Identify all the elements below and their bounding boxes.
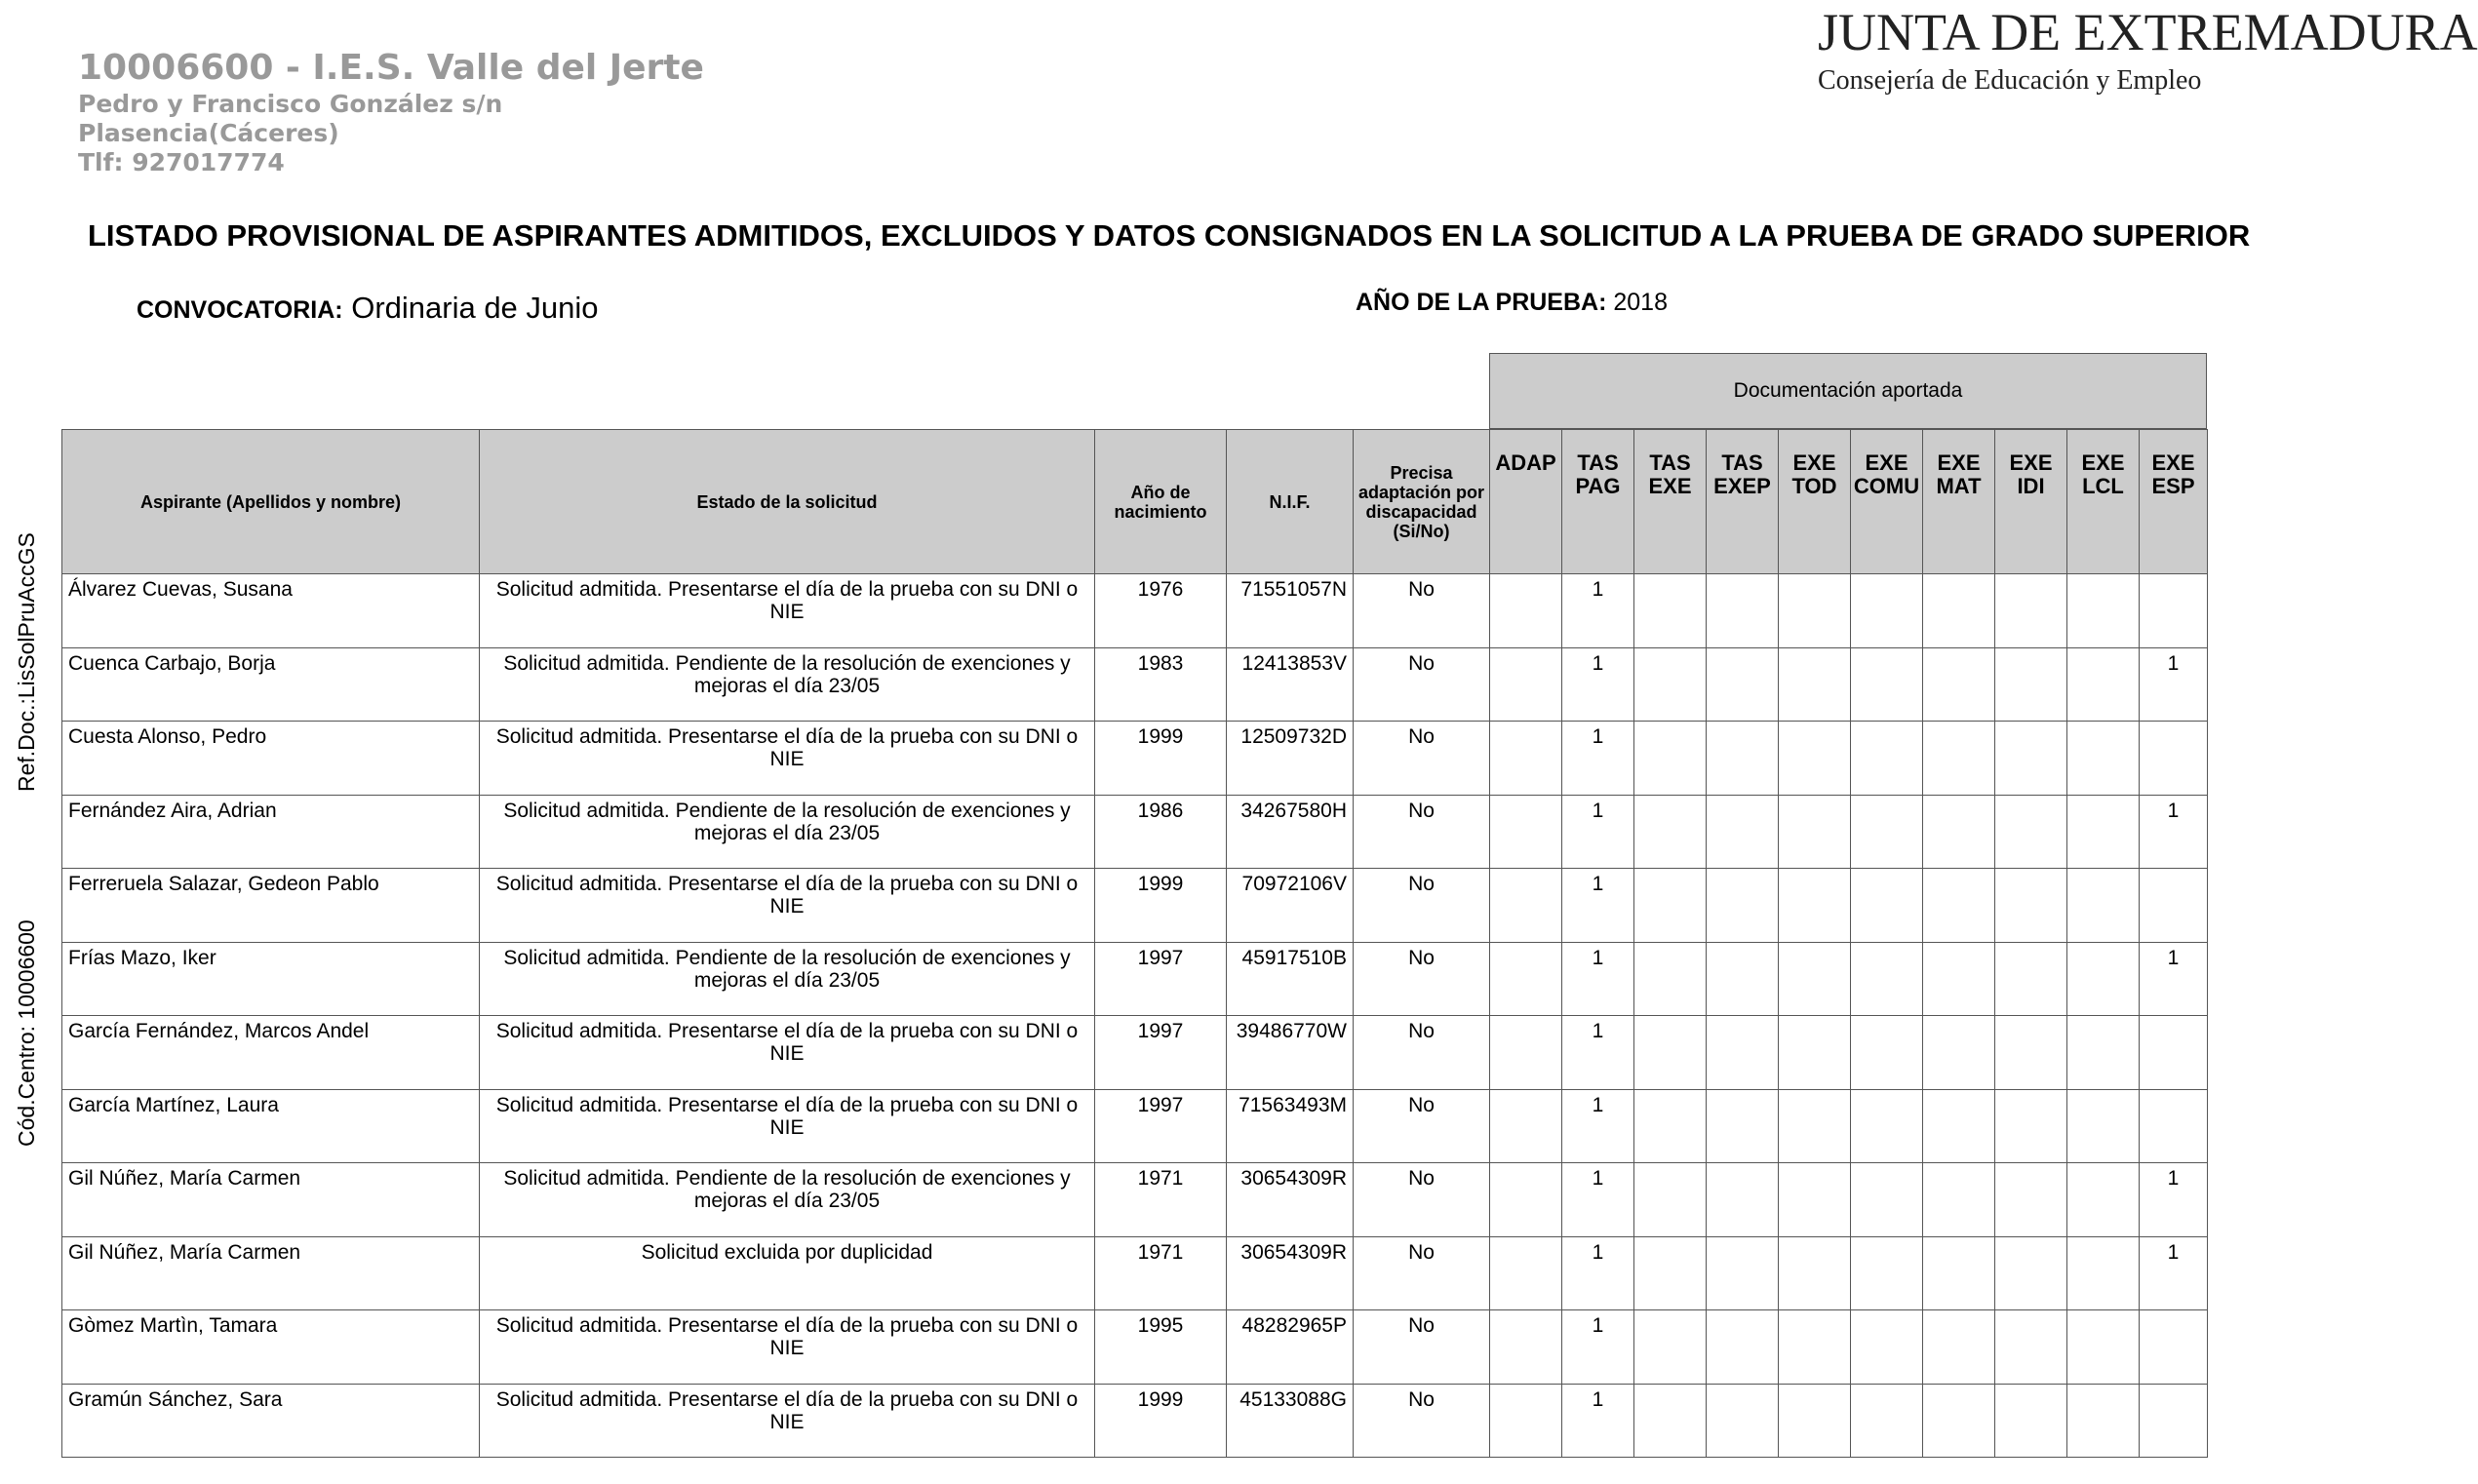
header-exemat: EXE MAT bbox=[1923, 430, 1995, 574]
header-tasexe: TAS EXE bbox=[1634, 430, 1707, 574]
table-row bbox=[62, 574, 2208, 648]
cell-name: García Fernández, Marcos Andel bbox=[62, 1016, 480, 1090]
cell-tasexep bbox=[1707, 795, 1779, 869]
aspirantes-table bbox=[61, 429, 2208, 1458]
header-adap: ADAP bbox=[1490, 430, 1562, 574]
header-precisa: Precisa adaptación por discapacidad (Si/No) bbox=[1354, 430, 1490, 574]
cell-estado: Solicitud admitida. Presentarse el día de la prueba con su DNI o NIE bbox=[480, 869, 1095, 943]
cell-adap bbox=[1490, 869, 1562, 943]
cell-exelcl bbox=[2067, 1236, 2140, 1310]
cell-tasexep bbox=[1707, 942, 1779, 1016]
cell-exeidi bbox=[1995, 1089, 2067, 1163]
cell-precisa: No bbox=[1354, 795, 1490, 869]
cell-estado: Solicitud admitida. Presentarse el día de la prueba con su DNI o NIE bbox=[480, 1310, 1095, 1385]
cell-tasexe bbox=[1634, 1016, 1707, 1090]
cell-exemat bbox=[1923, 1163, 1995, 1237]
cell-adap bbox=[1490, 574, 1562, 648]
header-execomu: EXE COMU bbox=[1851, 430, 1923, 574]
cell-exeesp bbox=[2140, 869, 2208, 943]
center-name: 10006600 - I.E.S. Valle del Jerte bbox=[78, 48, 704, 88]
cell-exeesp bbox=[2140, 574, 2208, 648]
anio-prueba bbox=[1356, 289, 1668, 317]
cell-execomu bbox=[1851, 1236, 1923, 1310]
cell-exeidi bbox=[1995, 795, 2067, 869]
side-ref-text: Ref.Doc.:LisSolPruAccGS bbox=[14, 532, 39, 792]
table-row bbox=[62, 1016, 2208, 1090]
cell-name: Cuenca Carbajo, Borja bbox=[62, 647, 480, 722]
header-aspirante: Aspirante (Apellidos y nombre) bbox=[62, 430, 480, 574]
cell-tasexe bbox=[1634, 1310, 1707, 1385]
cell-name: Cuesta Alonso, Pedro bbox=[62, 722, 480, 796]
cell-tasexe bbox=[1634, 1163, 1707, 1237]
cell-exeesp: 1 bbox=[2140, 942, 2208, 1016]
cell-taspag: 1 bbox=[1562, 722, 1634, 796]
center-info bbox=[78, 47, 704, 177]
cell-adap bbox=[1490, 1384, 1562, 1458]
cell-exeidi bbox=[1995, 574, 2067, 648]
cell-nif: 30654309R bbox=[1227, 1236, 1354, 1310]
cell-exelcl bbox=[2067, 1310, 2140, 1385]
cell-exeidi bbox=[1995, 869, 2067, 943]
cell-anio: 1997 bbox=[1095, 1016, 1227, 1090]
table-row bbox=[62, 1089, 2208, 1163]
cell-taspag: 1 bbox=[1562, 574, 1634, 648]
cell-tasexep bbox=[1707, 1163, 1779, 1237]
cell-precisa: No bbox=[1354, 1089, 1490, 1163]
cell-precisa: No bbox=[1354, 574, 1490, 648]
header-nif: N.I.F. bbox=[1227, 430, 1354, 574]
cell-taspag: 1 bbox=[1562, 942, 1634, 1016]
cell-exelcl bbox=[2067, 1384, 2140, 1458]
cell-execomu bbox=[1851, 1089, 1923, 1163]
cell-exemat bbox=[1923, 1384, 1995, 1458]
cell-exetod bbox=[1779, 1089, 1851, 1163]
cell-taspag: 1 bbox=[1562, 1384, 1634, 1458]
header-estado: Estado de la solicitud bbox=[480, 430, 1095, 574]
cell-exemat bbox=[1923, 722, 1995, 796]
center-city: Plasencia(Cáceres) bbox=[78, 119, 339, 147]
cell-exemat bbox=[1923, 574, 1995, 648]
cell-exemat bbox=[1923, 1016, 1995, 1090]
cell-nif: 30654309R bbox=[1227, 1163, 1354, 1237]
cell-estado: Solicitud admitida. Presentarse el día de la prueba con su DNI o NIE bbox=[480, 1384, 1095, 1458]
cell-adap bbox=[1490, 1310, 1562, 1385]
cell-exetod bbox=[1779, 647, 1851, 722]
cell-estado: Solicitud admitida. Pendiente de la resolución de exenciones y mejoras el día 23/05 bbox=[480, 942, 1095, 1016]
cell-anio: 1995 bbox=[1095, 1310, 1227, 1385]
cell-execomu bbox=[1851, 942, 1923, 1016]
cell-exeesp: 1 bbox=[2140, 795, 2208, 869]
junta-logo bbox=[1818, 3, 2478, 98]
cell-tasexep bbox=[1707, 574, 1779, 648]
cell-exemat bbox=[1923, 1089, 1995, 1163]
cell-tasexe bbox=[1634, 574, 1707, 648]
cell-estado: Solicitud excluida por duplicidad bbox=[480, 1236, 1095, 1310]
cell-tasexep bbox=[1707, 1016, 1779, 1090]
cell-nif: 34267580H bbox=[1227, 795, 1354, 869]
cell-anio: 1997 bbox=[1095, 1089, 1227, 1163]
cell-exemat bbox=[1923, 647, 1995, 722]
convocatoria-label: CONVOCATORIA: bbox=[137, 296, 343, 324]
table-row bbox=[62, 1384, 2208, 1458]
cell-precisa: No bbox=[1354, 1016, 1490, 1090]
cell-nif: 45917510B bbox=[1227, 942, 1354, 1016]
cell-exelcl bbox=[2067, 574, 2140, 648]
cell-tasexe bbox=[1634, 1089, 1707, 1163]
cell-tasexe bbox=[1634, 647, 1707, 722]
cell-taspag: 1 bbox=[1562, 1163, 1634, 1237]
cell-exelcl bbox=[2067, 1016, 2140, 1090]
table-row bbox=[62, 795, 2208, 869]
cell-precisa: No bbox=[1354, 722, 1490, 796]
cell-tasexep bbox=[1707, 869, 1779, 943]
cell-nif: 12413853V bbox=[1227, 647, 1354, 722]
table-body bbox=[62, 574, 2208, 1458]
table-row bbox=[62, 1163, 2208, 1237]
header-tasexep: TAS EXEP bbox=[1707, 430, 1779, 574]
cell-taspag: 1 bbox=[1562, 1310, 1634, 1385]
table-row bbox=[62, 1310, 2208, 1385]
cell-tasexe bbox=[1634, 1236, 1707, 1310]
cell-exelcl bbox=[2067, 647, 2140, 722]
cell-exelcl bbox=[2067, 942, 2140, 1016]
cell-estado: Solicitud admitida. Presentarse el día de la prueba con su DNI o NIE bbox=[480, 1089, 1095, 1163]
cell-taspag: 1 bbox=[1562, 647, 1634, 722]
cell-execomu bbox=[1851, 1310, 1923, 1385]
cell-anio: 1983 bbox=[1095, 647, 1227, 722]
cell-nif: 48282965P bbox=[1227, 1310, 1354, 1385]
cell-exetod bbox=[1779, 1236, 1851, 1310]
header-exetod: EXE TOD bbox=[1779, 430, 1851, 574]
cell-exeesp: 1 bbox=[2140, 1236, 2208, 1310]
cell-exeidi bbox=[1995, 1016, 2067, 1090]
cell-exelcl bbox=[2067, 869, 2140, 943]
cell-adap bbox=[1490, 647, 1562, 722]
cell-exemat bbox=[1923, 869, 1995, 943]
cell-tasexep bbox=[1707, 1310, 1779, 1385]
cell-exeidi bbox=[1995, 1163, 2067, 1237]
table-row bbox=[62, 1236, 2208, 1310]
cell-tasexe bbox=[1634, 795, 1707, 869]
cell-taspag: 1 bbox=[1562, 869, 1634, 943]
cell-estado: Solicitud admitida. Pendiente de la resolución de exenciones y mejoras el día 23/05 bbox=[480, 647, 1095, 722]
cell-exelcl bbox=[2067, 1089, 2140, 1163]
cell-anio: 1997 bbox=[1095, 942, 1227, 1016]
table-header-row bbox=[62, 430, 2208, 574]
cell-exemat bbox=[1923, 1236, 1995, 1310]
cell-exetod bbox=[1779, 1310, 1851, 1385]
cell-execomu bbox=[1851, 1163, 1923, 1237]
header-exeidi: EXE IDI bbox=[1995, 430, 2067, 574]
cell-name: Gil Núñez, María Carmen bbox=[62, 1163, 480, 1237]
cell-taspag: 1 bbox=[1562, 1236, 1634, 1310]
cell-estado: Solicitud admitida. Pendiente de la resolución de exenciones y mejoras el día 23/05 bbox=[480, 1163, 1095, 1237]
cell-estado: Solicitud admitida. Pendiente de la resolución de exenciones y mejoras el día 23/05 bbox=[480, 795, 1095, 869]
cell-exeidi bbox=[1995, 1236, 2067, 1310]
cell-exeidi bbox=[1995, 942, 2067, 1016]
cell-anio: 1999 bbox=[1095, 722, 1227, 796]
cell-name: Frías Mazo, Iker bbox=[62, 942, 480, 1016]
cell-execomu bbox=[1851, 574, 1923, 648]
cell-exeesp bbox=[2140, 1384, 2208, 1458]
cell-exeidi bbox=[1995, 647, 2067, 722]
cell-exetod bbox=[1779, 1384, 1851, 1458]
cell-nif: 12509732D bbox=[1227, 722, 1354, 796]
anio-value: 2018 bbox=[1613, 289, 1668, 316]
cell-precisa: No bbox=[1354, 1384, 1490, 1458]
cell-precisa: No bbox=[1354, 647, 1490, 722]
cell-exeidi bbox=[1995, 1310, 2067, 1385]
header-exeesp: EXE ESP bbox=[2140, 430, 2208, 574]
cell-adap bbox=[1490, 795, 1562, 869]
cell-taspag: 1 bbox=[1562, 1089, 1634, 1163]
cell-execomu bbox=[1851, 869, 1923, 943]
cell-tasexep bbox=[1707, 1384, 1779, 1458]
cell-exetod bbox=[1779, 1163, 1851, 1237]
cell-anio: 1999 bbox=[1095, 869, 1227, 943]
cell-exemat bbox=[1923, 1310, 1995, 1385]
documentacion-header: Documentación aportada bbox=[1489, 353, 2207, 429]
center-phone: Tlf: 927017774 bbox=[78, 148, 285, 176]
cell-estado: Solicitud admitida. Presentarse el día de la prueba con su DNI o NIE bbox=[480, 1016, 1095, 1090]
cell-tasexep bbox=[1707, 1089, 1779, 1163]
cell-adap bbox=[1490, 722, 1562, 796]
cell-nif: 71563493M bbox=[1227, 1089, 1354, 1163]
cell-name: Ferreruela Salazar, Gedeon Pablo bbox=[62, 869, 480, 943]
cell-precisa: No bbox=[1354, 1310, 1490, 1385]
cell-exeidi bbox=[1995, 1384, 2067, 1458]
cell-exetod bbox=[1779, 722, 1851, 796]
cell-exelcl bbox=[2067, 795, 2140, 869]
cell-precisa: No bbox=[1354, 1163, 1490, 1237]
cell-name: García Martínez, Laura bbox=[62, 1089, 480, 1163]
cell-anio: 1971 bbox=[1095, 1163, 1227, 1237]
table-row bbox=[62, 647, 2208, 722]
cell-nif: 70972106V bbox=[1227, 869, 1354, 943]
cell-precisa: No bbox=[1354, 1236, 1490, 1310]
cell-exetod bbox=[1779, 869, 1851, 943]
table-row bbox=[62, 722, 2208, 796]
cell-exeesp bbox=[2140, 1310, 2208, 1385]
header-exelcl: EXE LCL bbox=[2067, 430, 2140, 574]
cell-exelcl bbox=[2067, 1163, 2140, 1237]
cell-tasexep bbox=[1707, 722, 1779, 796]
cell-estado: Solicitud admitida. Presentarse el día de la prueba con su DNI o NIE bbox=[480, 722, 1095, 796]
cell-tasexe bbox=[1634, 869, 1707, 943]
cell-adap bbox=[1490, 1236, 1562, 1310]
cell-nif: 71551057N bbox=[1227, 574, 1354, 648]
cell-taspag: 1 bbox=[1562, 1016, 1634, 1090]
cell-name: Gramún Sánchez, Sara bbox=[62, 1384, 480, 1458]
cell-taspag: 1 bbox=[1562, 795, 1634, 869]
cell-exetod bbox=[1779, 1016, 1851, 1090]
cell-execomu bbox=[1851, 1016, 1923, 1090]
cell-adap bbox=[1490, 1016, 1562, 1090]
cell-name: Álvarez Cuevas, Susana bbox=[62, 574, 480, 648]
cell-name: Gil Núñez, María Carmen bbox=[62, 1236, 480, 1310]
logo-sub-text: Consejería de Educación y Empleo bbox=[1818, 65, 2202, 96]
cell-tasexe bbox=[1634, 1384, 1707, 1458]
cell-exeesp: 1 bbox=[2140, 647, 2208, 722]
cell-tasexep bbox=[1707, 1236, 1779, 1310]
cell-anio: 1999 bbox=[1095, 1384, 1227, 1458]
cell-precisa: No bbox=[1354, 942, 1490, 1016]
cell-estado: Solicitud admitida. Presentarse el día de la prueba con su DNI o NIE bbox=[480, 574, 1095, 648]
logo-main-text: JUNTA DE EXTREMADURA bbox=[1818, 3, 2478, 61]
cell-exeesp: 1 bbox=[2140, 1163, 2208, 1237]
cell-exeesp bbox=[2140, 1089, 2208, 1163]
cell-nif: 45133088G bbox=[1227, 1384, 1354, 1458]
cell-exeesp bbox=[2140, 1016, 2208, 1090]
cell-execomu bbox=[1851, 722, 1923, 796]
cell-execomu bbox=[1851, 795, 1923, 869]
document-title: LISTADO PROVISIONAL DE ASPIRANTES ADMITIDOS, EXCLUIDOS Y DATOS CONSIGNADOS EN LA SOLICITUD A LA PRUEBA DE GRADO SUPERIOR bbox=[88, 218, 2251, 253]
cell-tasexe bbox=[1634, 722, 1707, 796]
header-anio: Año de nacimiento bbox=[1095, 430, 1227, 574]
cell-adap bbox=[1490, 942, 1562, 1016]
cell-exetod bbox=[1779, 942, 1851, 1016]
cell-adap bbox=[1490, 1089, 1562, 1163]
table-row bbox=[62, 869, 2208, 943]
center-address: Pedro y Francisco González s/n bbox=[78, 90, 503, 118]
cell-tasexep bbox=[1707, 647, 1779, 722]
cell-exetod bbox=[1779, 574, 1851, 648]
cell-adap bbox=[1490, 1163, 1562, 1237]
side-cod-text: Cód.Centro: 10006600 bbox=[14, 919, 39, 1147]
cell-name: Fernández Aira, Adrian bbox=[62, 795, 480, 869]
cell-name: Gòmez Martìn, Tamara bbox=[62, 1310, 480, 1385]
table-row bbox=[62, 942, 2208, 1016]
cell-anio: 1986 bbox=[1095, 795, 1227, 869]
convocatoria-value: Ordinaria de Junio bbox=[351, 291, 599, 325]
cell-exemat bbox=[1923, 942, 1995, 1016]
cell-execomu bbox=[1851, 647, 1923, 722]
anio-label: AÑO DE LA PRUEBA: bbox=[1356, 289, 1607, 316]
cell-exetod bbox=[1779, 795, 1851, 869]
cell-precisa: No bbox=[1354, 869, 1490, 943]
cell-anio: 1971 bbox=[1095, 1236, 1227, 1310]
header-taspag: TAS PAG bbox=[1562, 430, 1634, 574]
cell-exemat bbox=[1923, 795, 1995, 869]
convocatoria bbox=[137, 291, 599, 326]
cell-exelcl bbox=[2067, 722, 2140, 796]
cell-tasexe bbox=[1634, 942, 1707, 1016]
cell-exeidi bbox=[1995, 722, 2067, 796]
cell-anio: 1976 bbox=[1095, 574, 1227, 648]
cell-execomu bbox=[1851, 1384, 1923, 1458]
cell-exeesp bbox=[2140, 722, 2208, 796]
cell-nif: 39486770W bbox=[1227, 1016, 1354, 1090]
